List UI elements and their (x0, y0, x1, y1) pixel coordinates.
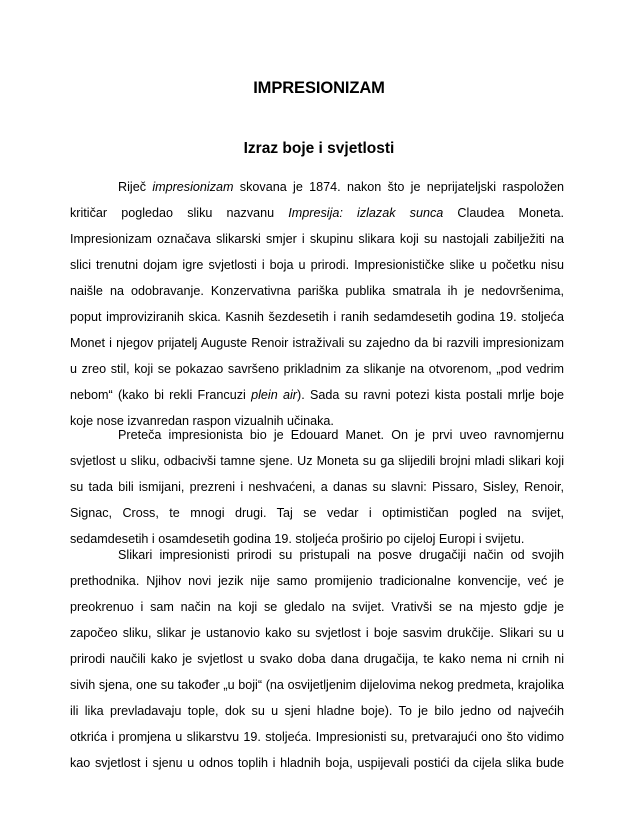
text-run: Claudea Moneta. (443, 206, 564, 220)
text-run: Impresionizam označava slikarski smjer i skupinu slikara koji su nastojali zabilježiti na (70, 232, 564, 246)
text-line (70, 356, 564, 382)
text-line (70, 568, 564, 594)
text-line (70, 646, 564, 672)
text-run: u zreo stil, koji se pokazao savršeno prikladnim za slikanje na otvorenom, „pod vedrim (70, 362, 564, 376)
text-run: prethodnika. Njihov novi jezik nije samo promijenio tradicionalne konvencije, već je (70, 574, 564, 588)
italic-term: impresionizam (152, 180, 234, 194)
paragraph-2 (70, 422, 564, 552)
text-run: svjetlost u sliku, odbacivši tamne sjene. Uz Moneta su ga slijedili brojni mladi slikari koji (70, 454, 564, 468)
document-title: IMPRESIONIZAM (253, 79, 385, 97)
text-run: otkrića i promjena u slikarstvu 19. stoljeća. Impresionisti su, pretvarajući ono što vidimo (70, 730, 564, 744)
text-run: Preteča impresionista bio je Edouard Manet. On je prvi uveo ravnomjernu (118, 428, 564, 442)
text-run: koje nose izvanredan raspon vizualnih učinaka. (70, 414, 334, 428)
text-run: slici trenutni dojam igre svjetlosti i boja u prirodi. Impresionističke slike u početku nisu (70, 258, 564, 272)
text-run: Slikari impresionisti prirodi su pristupali na posve drugačiji način od svojih (118, 548, 564, 562)
text-line (70, 330, 564, 356)
document-subtitle: Izraz boje i svjetlosti (243, 140, 395, 157)
text-run: naišle na odobravanje. Konzervativna pariška publika smatrala ih je nedovršenima, (70, 284, 564, 298)
text-line (70, 304, 564, 330)
text-run: kritičar pogledao sliku nazvanu (70, 206, 289, 220)
text-run: Riječ (118, 180, 153, 194)
italic-term: Impresija: izlazak sunca (288, 206, 444, 220)
text-line (70, 200, 564, 226)
text-line (70, 226, 564, 252)
text-run: prirodi naučili kako je svjetlost u svako doba dana drugačija, te kako nema ni crnih ni (70, 652, 564, 666)
text-line (70, 620, 564, 646)
text-run: Monet i njegov prijatelj Auguste Renoir istraživali su zajedno da bi razvili impresionizam (70, 336, 564, 350)
paragraph-1 (70, 174, 564, 434)
text-line (70, 422, 564, 448)
text-line (70, 750, 564, 776)
text-run: preokrenuo i sam način na koji se gledalo na svijet. Vrativši se na mjesto gdje je (70, 600, 564, 614)
text-run: sivih sjena, one su također „u boji“ (na osvijetljenim dijelovima nekog predmeta, krajolika (70, 678, 564, 692)
text-line (70, 724, 564, 750)
text-line (70, 698, 564, 724)
text-line (70, 448, 564, 474)
text-line (70, 382, 564, 408)
text-run: su tada bili ismijani, prezreni i neshvaćeni, a danas su slavni: Pissaro, Sisley, Renoir, (70, 480, 564, 494)
paragraph-3 (70, 542, 564, 776)
text-line (70, 594, 564, 620)
text-run: započeo sliku, slikar je ustanovio kako su svjetlost i boje sasvim drukčije. Slikari su u (70, 626, 564, 640)
text-line (70, 542, 564, 568)
text-run: skovana je 1874. nakon što je neprijateljski raspoložen (233, 180, 564, 194)
text-line (70, 252, 564, 278)
text-run: ). Sada su ravni potezi kista postali mrlje boje (297, 388, 564, 402)
text-line (70, 174, 564, 200)
text-run: kao svjetlost i sjenu u odnos toplih i hladnih boja, uspijevali postići da cijela slika bude (70, 756, 564, 770)
text-line (70, 278, 564, 304)
text-run: poput improviziranih skica. Kasnih šezdesetih i ranih sedamdesetih godina 19. stoljeća (70, 310, 564, 324)
text-run: ili lika prevladavaju tople, dok su u sjeni hladne boje). To je bilo jedno od najvećih (70, 704, 564, 718)
italic-term: plein air (251, 388, 297, 402)
text-run: Signac, Cross, te mnogi drugi. Taj se vedar i optimističan pogled na svijet, (70, 506, 564, 520)
text-line (70, 474, 564, 500)
text-line (70, 500, 564, 526)
text-line (70, 672, 564, 698)
text-run: sedamdesetih i osamdesetih godina 19. stoljeća proširio po cijeloj Europi i svijetu. (70, 532, 525, 546)
text-run: nebom“ (kako bi rekli Francuzi (70, 388, 252, 402)
